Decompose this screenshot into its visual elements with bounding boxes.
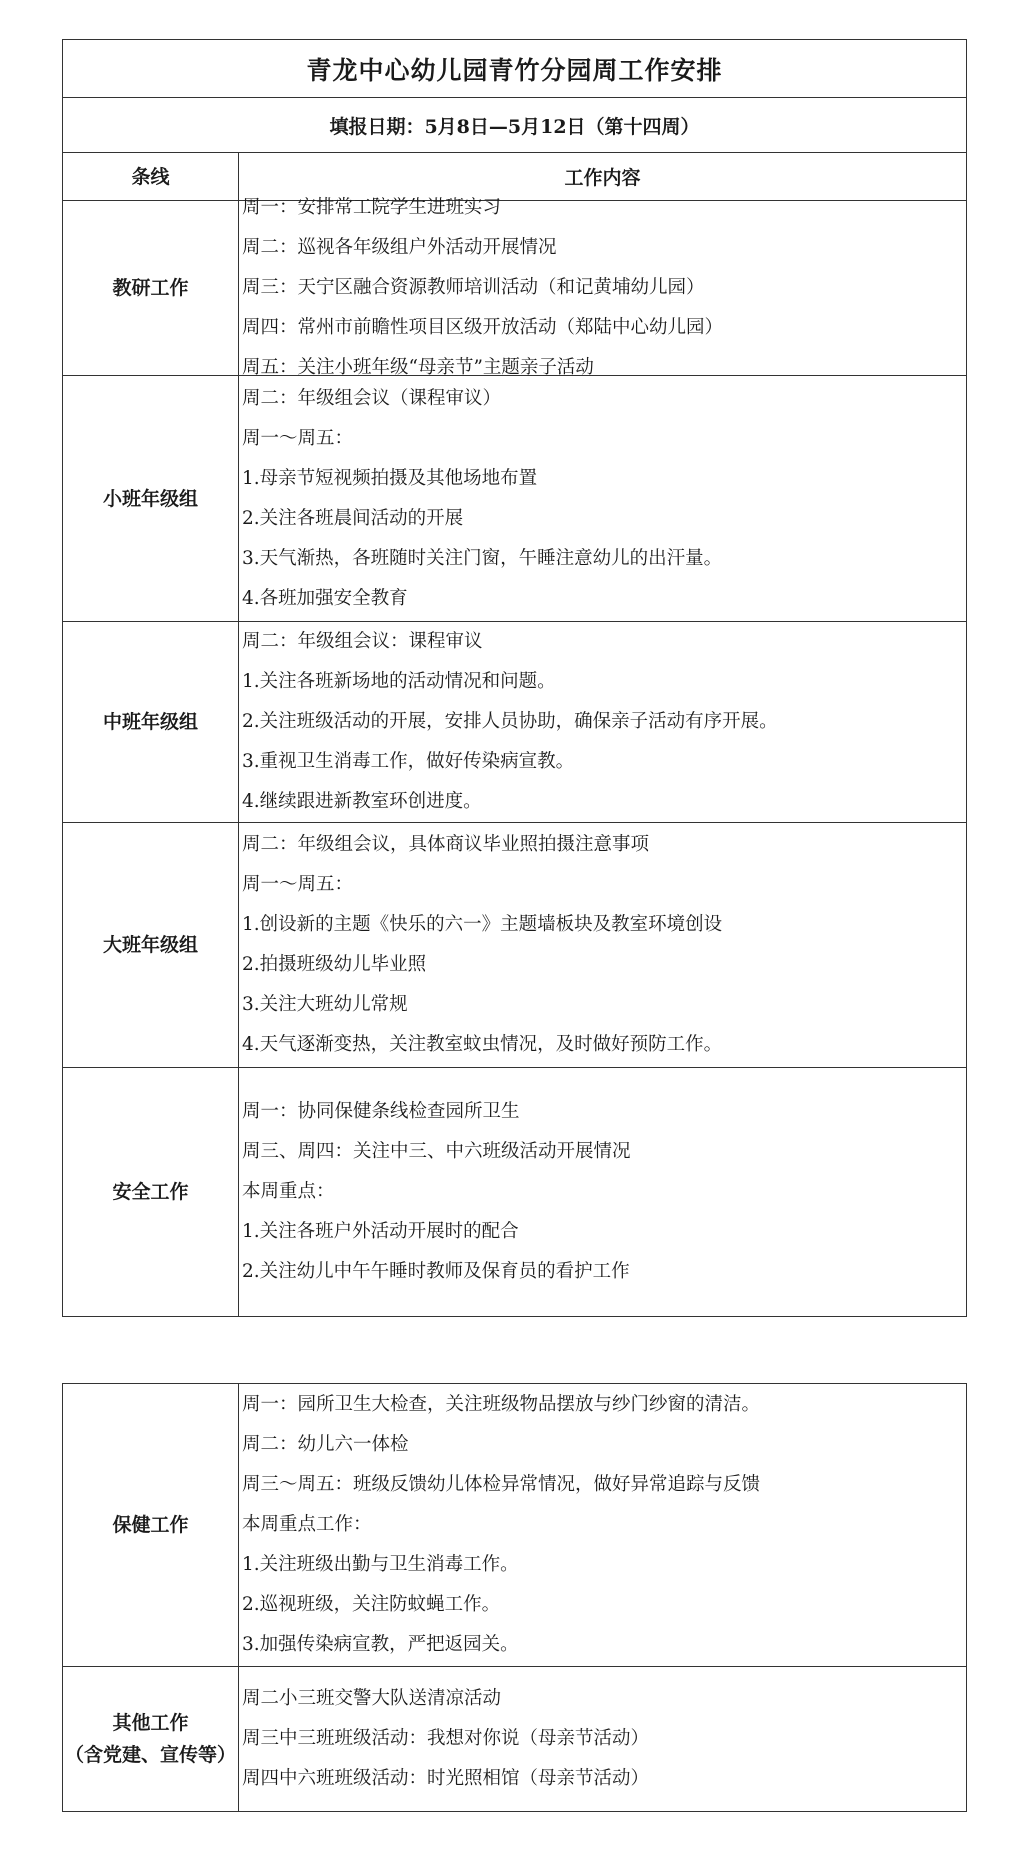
content-line: 周四中六班班级活动：时光照相馆（母亲节活动） [242, 1768, 650, 1789]
content-line: 3.重视卫生消毒工作，做好传染病宣教。 [242, 751, 575, 772]
row-category: 保健工作 [63, 1384, 239, 1666]
content-line: 1.创设新的主题《快乐的六一》主题墙板块及教室环境创设 [242, 914, 723, 935]
table-row [63, 1068, 966, 1316]
content-line: 3.加强传染病宣教，严把返园关。 [242, 1634, 519, 1655]
row-category: 小班年级组 [63, 376, 239, 621]
content-line: 4.继续跟进新教室环创进度。 [242, 791, 482, 812]
row-category: 大班年级组 [63, 823, 239, 1067]
header-category: 条线 [63, 153, 239, 200]
content-line: 周三：天宁区融合资源教师培训活动（和记黄埔幼儿园） [242, 277, 705, 298]
schedule-table-continued [62, 1383, 967, 1812]
content-line: 2.拍摄班级幼儿毕业照 [242, 954, 427, 975]
row-content [239, 197, 966, 378]
content-line: 周一：园所卫生大检查，关注班级物品摆放与纱门纱窗的清洁。 [242, 1394, 761, 1415]
table-row [63, 1384, 966, 1667]
row-content [239, 376, 966, 621]
content-line: 1.关注班级出勤与卫生消毒工作。 [242, 1554, 519, 1575]
content-line: 周三、周四：关注中三、中六班级活动开展情况 [242, 1141, 631, 1162]
content-line: 2.巡视班级，关注防蚊蝇工作。 [242, 1594, 501, 1615]
row-content [239, 1667, 966, 1811]
table-row [63, 622, 966, 823]
page-title: 青龙中心幼儿园青竹分园周工作安排 [63, 40, 966, 98]
schedule-table [62, 39, 967, 1317]
content-line: 本周重点工作： [242, 1514, 372, 1535]
row-category-title: 其他工作 [112, 1712, 189, 1734]
table-row [63, 376, 966, 622]
content-line: 2.关注各班晨间活动的开展 [242, 507, 464, 529]
row-category: 中班年级组 [63, 622, 239, 822]
row-category: 安全工作 [63, 1068, 239, 1316]
row-category-subtitle: （含党建、宣传等） [64, 1744, 236, 1766]
content-line: 1.关注各班户外活动开展时的配合 [242, 1221, 519, 1242]
table-row [63, 197, 966, 378]
content-line: 周四：常州市前瞻性项目区级开放活动（郑陆中心幼儿园） [242, 317, 724, 338]
content-line: 1.关注各班新场地的活动情况和问题。 [242, 671, 556, 692]
row-content [239, 1384, 966, 1666]
content-line: 3.天气渐热，各班随时关注门窗，午睡注意幼儿的出汗量。 [242, 547, 723, 569]
content-line: 1.母亲节短视频拍摄及其他场地布置 [242, 467, 538, 489]
content-line: 周二：年级组会议，具体商议毕业照拍摄注意事项 [242, 834, 650, 855]
row-category: 教研工作 [63, 201, 239, 375]
content-line: 周五：关注小班年级“母亲节”主题亲子活动 [242, 357, 594, 378]
content-line: 4.各班加强安全教育 [242, 587, 408, 609]
content-line: 周二：年级组会议：课程审议 [242, 631, 483, 652]
content-line: 周一～周五： [242, 427, 354, 449]
content-line: 周一：协同保健条线检查园所卫生 [242, 1101, 520, 1122]
content-line: 4.天气逐渐变热，关注教室蚊虫情况，及时做好预防工作。 [242, 1034, 723, 1055]
header-content: 工作内容 [564, 167, 641, 189]
table-row [63, 1667, 966, 1811]
content-line: 周二：巡视各年级组户外活动开展情况 [242, 237, 557, 258]
content-line: 周三中三班班级活动：我想对你说（母亲节活动） [242, 1728, 650, 1749]
row-content [239, 622, 966, 822]
content-line: 周二小三班交警大队送清凉活动 [242, 1688, 502, 1709]
content-line: 3.关注大班幼儿常规 [242, 994, 408, 1015]
row-content [239, 1068, 966, 1316]
content-line: 周一～周五： [242, 874, 354, 895]
content-line: 周二：年级组会议（课程审议） [242, 387, 502, 409]
row-category [63, 1667, 239, 1811]
content-line: 2.关注幼儿中午午睡时教师及保育员的看护工作 [242, 1261, 630, 1282]
row-content [239, 823, 966, 1067]
date-line: 填报日期：5月8日—5月12日（第十四周） [63, 98, 966, 153]
content-line: 2.关注班级活动的开展，安排人员协助，确保亲子活动有序开展。 [242, 711, 778, 732]
content-line: 本周重点： [242, 1181, 335, 1202]
content-line: 周三～周五：班级反馈幼儿体检异常情况，做好异常追踪与反馈 [242, 1474, 761, 1495]
content-line: 周一：安排常工院学生进班实习 [242, 197, 502, 218]
table-row [63, 823, 966, 1068]
content-line: 周二：幼儿六一体检 [242, 1434, 409, 1455]
